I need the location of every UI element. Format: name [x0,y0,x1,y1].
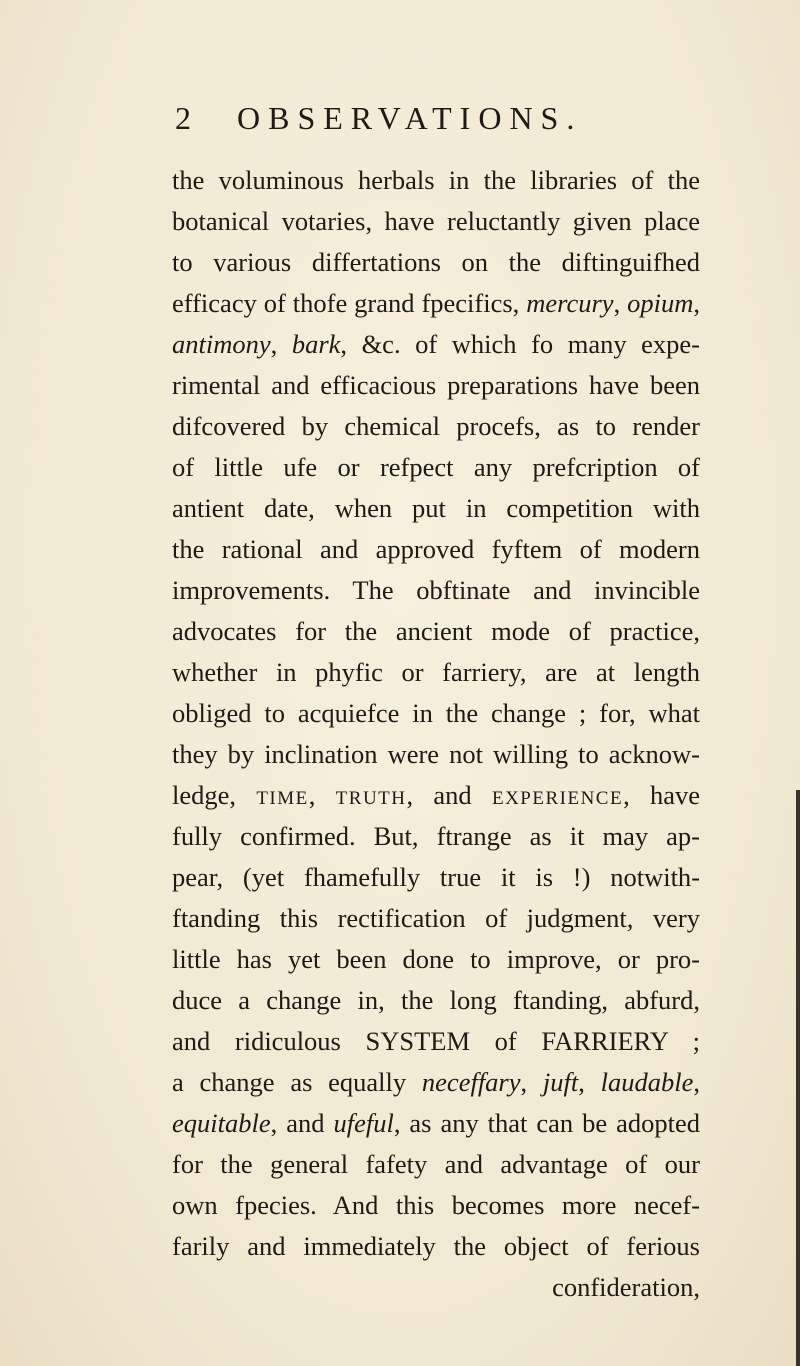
text-line [172,160,700,201]
small-caps-term: experience [491,780,624,810]
text-line [172,365,700,406]
text-run: , [613,288,628,318]
text-line [172,734,700,775]
text-run: and ridiculous SYSTEM of FARRIERY ; [172,1026,700,1056]
text-line [172,1103,700,1144]
running-title: OBSERVATIONS. [237,100,583,136]
text-line [172,201,700,242]
text-run: improvements. The obftinate and invincible [172,575,700,605]
text-run: advocates for the ancient mode of practice, [172,616,700,646]
text-run: the rational and approved fyftem of modern [172,534,700,564]
text-run: efficacy of thofe grand fpecifics, [172,288,527,318]
text-run: to various differtations on the diftinguifhed [172,247,700,277]
italic-term: equitable [172,1108,271,1138]
text-run: , [308,780,336,810]
italic-term: opium [627,288,694,318]
running-header [175,100,635,137]
text-line [172,324,700,365]
text-line [172,980,700,1021]
text-run: a change as equally [172,1067,422,1097]
text-line [172,1267,700,1308]
text-run: , and [270,1108,334,1138]
text-run: duce a change in, the long ftanding, abfurd, [172,985,700,1015]
text-line [172,611,700,652]
text-run: for the general fafety and advantage of our [172,1149,700,1179]
text-run: rimental and efficacious preparations have been [172,370,700,400]
text-run: , [520,1067,543,1097]
italic-term: juft [542,1067,579,1097]
text-run: , and [406,780,492,810]
text-line [172,406,700,447]
small-caps-term: truth [335,780,407,810]
text-line [172,816,700,857]
italic-term: ufeful [333,1108,394,1138]
small-caps-term: time [256,780,309,810]
text-line [172,939,700,980]
text-line [172,857,700,898]
text-line [172,1144,700,1185]
text-run: , [578,1067,601,1097]
text-run: they by inclination were not willing to acknow- [172,739,700,769]
text-run: , &c. of which fo many expe- [340,329,700,359]
italic-term: antimony [172,329,271,359]
text-run: , [693,1067,701,1097]
text-run: ledge, [172,780,257,810]
text-run: the voluminous herbals in the libraries of the [172,165,700,195]
text-line [172,1226,700,1267]
text-run: little has yet been done to improve, or pro- [172,944,700,974]
page-edge-shadow [796,790,800,1366]
text-line [172,283,700,324]
text-run: , as any that can be adopted [393,1108,700,1138]
text-run: own fpecies. And this becomes more necef- [172,1190,700,1220]
text-run: difcovered by chemical procefs, as to render [172,411,700,441]
text-run: , [693,288,700,318]
text-line [172,1185,700,1226]
body-text [172,160,700,1308]
page-number: 2 [175,100,191,136]
text-line [172,488,700,529]
italic-term: mercury [526,288,614,318]
text-line [172,447,700,488]
text-run: , have [623,780,701,810]
text-line [172,529,700,570]
text-run: of little ufe or refpect any prefcription of [172,452,700,482]
text-run: pear, (yet fhamefully true it is !) notwith- [172,862,700,892]
text-run: confideration, [552,1272,700,1302]
text-run: fully confirmed. But, ftrange as it may ap- [172,821,700,851]
text-line [172,1062,700,1103]
italic-term: neceffary [421,1067,521,1097]
text-run: obliged to acquiefce in the change ; for, what [172,698,700,728]
text-run: farily and immediately the object of ferious [172,1231,700,1261]
text-line [172,570,700,611]
text-run: , [270,329,292,359]
text-line [172,1021,700,1062]
text-line [172,775,700,816]
text-run: ftanding this rectification of judgment, very [172,903,700,933]
text-run: botanical votaries, have reluctantly given place [172,206,700,236]
text-run: whether in phyfic or farriery, are at length [172,657,700,687]
text-line [172,242,700,283]
italic-term: bark [291,329,341,359]
italic-term: laudable [600,1067,694,1097]
text-line [172,898,700,939]
text-run: antient date, when put in competition with [172,493,700,523]
text-line [172,693,700,734]
text-line [172,652,700,693]
